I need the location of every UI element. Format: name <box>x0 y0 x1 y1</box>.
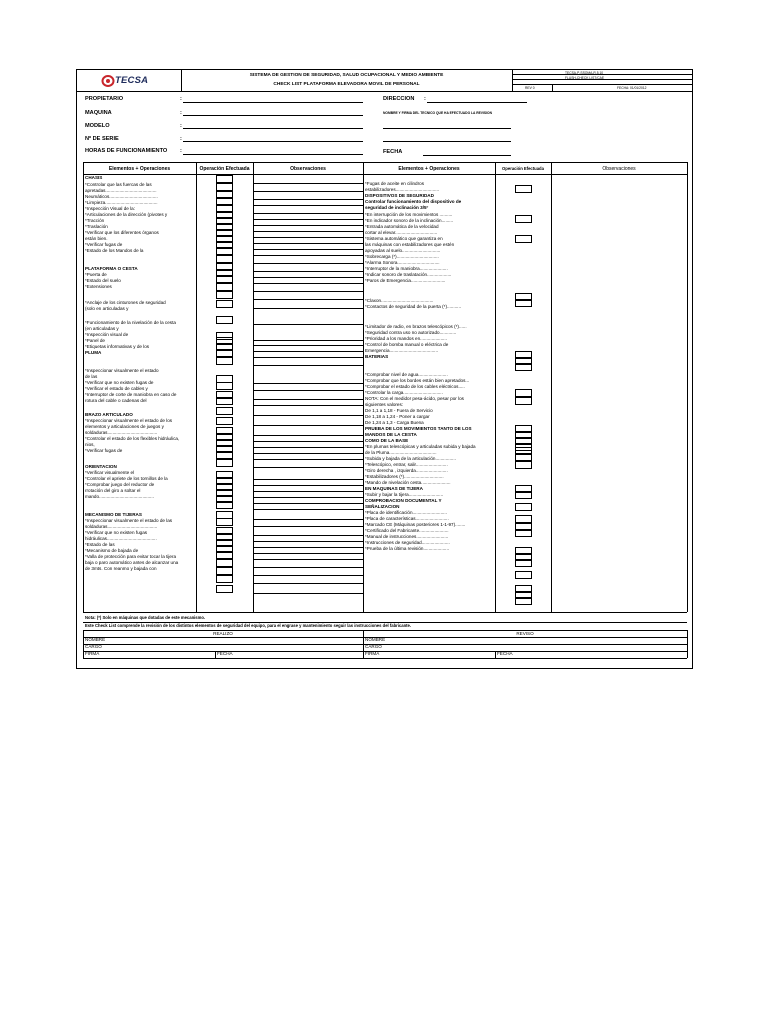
left-obs-line[interactable] <box>253 415 363 416</box>
right-item-51: *Certificado del Fabricante....................... <box>365 528 449 533</box>
right-check-box[interactable] <box>515 491 532 499</box>
left-check-box[interactable] <box>216 559 233 567</box>
left-check-box[interactable] <box>216 183 233 191</box>
left-item-29: *Interruptor de corte de maniobra en caso de <box>85 392 177 397</box>
colon-2: : <box>180 110 182 116</box>
right-check-box[interactable] <box>515 529 532 537</box>
header-code-2: FLUSH-CHECK LIST/CAE <box>565 76 605 80</box>
left-item-8: *Traslación <box>85 224 108 229</box>
left-operacion-checks <box>196 175 253 612</box>
header-title-1: SISTEMA DE GESTION DE SEGURIDAD, SALUD OCUPACIONAL Y MEDIO AMBIENTE <box>249 73 444 78</box>
right-item-53: *Instrucciones de seguridad...................... <box>365 540 450 545</box>
left-item-17: *Anclaje de los cinturones de seguridad <box>85 300 166 305</box>
left-obs-line[interactable] <box>253 583 363 584</box>
left-item-25: *Inspeccionar visualmente el estado <box>85 368 159 373</box>
left-obs-line[interactable] <box>253 271 363 272</box>
left-item-40: *Controlar el apriete de los tornillos de la <box>85 476 168 481</box>
right-item-31: De 1,1 a 1,18 - Fuera de Servicio <box>365 408 433 413</box>
header-code-divider3 <box>512 84 692 85</box>
left-obs-line[interactable] <box>253 435 363 436</box>
right-item-10: las máquinas con estabilizadores que estén <box>365 242 455 247</box>
propietario-field[interactable] <box>183 102 363 103</box>
right-check-box[interactable] <box>515 235 532 243</box>
right-item-1: estabilizadores.................................. <box>365 187 440 192</box>
left-obs-line[interactable] <box>253 231 363 232</box>
left-item-32: *Inspeccionar visualmente el estado de los <box>85 418 173 423</box>
header-rev: REV 0 <box>525 86 535 90</box>
left-item-34: soldaduras....................................... <box>85 430 158 435</box>
left-obs-line[interactable] <box>253 509 363 510</box>
label-fecha: FECHA <box>383 149 403 155</box>
left-obs-line[interactable] <box>253 485 363 486</box>
right-check-box[interactable] <box>515 215 532 223</box>
left-item-3: Neumáticos...................................... <box>85 194 158 199</box>
label-horas: HORAS DE FUNCIONAMIENTO <box>85 148 168 154</box>
left-obs-line[interactable] <box>253 345 363 346</box>
left-item-36: nios, <box>85 442 95 447</box>
left-obs-line[interactable] <box>253 383 363 384</box>
left-item-11: *Verificar fugas de <box>85 242 123 247</box>
left-item-50: *Mecanismo de bajada de <box>85 548 139 553</box>
left-check-box[interactable] <box>216 459 233 467</box>
left-item-5: *Inspección Visual de la: <box>85 206 135 211</box>
right-item-39: *Subida y bajada de la articulación................ <box>365 456 456 461</box>
sig-bottom <box>83 658 687 659</box>
left-check-box[interactable] <box>216 567 233 575</box>
left-obs-line[interactable] <box>253 249 363 250</box>
left-obs-line[interactable] <box>253 299 363 300</box>
left-check-box[interactable] <box>216 501 233 509</box>
right-operacion-checks <box>495 175 551 612</box>
left-item-26: de las <box>85 374 98 379</box>
left-item-43: mando........................................... <box>85 494 154 499</box>
label-modelo: MODELO <box>85 123 110 129</box>
col-line-6 <box>687 162 688 612</box>
left-obs-line[interactable] <box>253 553 363 554</box>
colon-3: : <box>180 123 182 129</box>
left-item-9: *Verificar que los diferentes órganos <box>85 230 159 235</box>
right-check-box[interactable] <box>515 559 532 567</box>
right-item-54: *Prueba de la última revisión.................... <box>365 546 449 551</box>
right-check-box[interactable] <box>515 299 532 307</box>
left-check-box[interactable] <box>216 300 233 308</box>
left-obs-line[interactable] <box>253 291 363 292</box>
right-item-7: *Entrada automática de la velocidad <box>365 224 439 229</box>
label-direccion: DIRECCION <box>383 96 415 102</box>
left-item-46: soldaduras....................................... <box>85 524 158 529</box>
left-obs-line[interactable] <box>253 441 363 442</box>
left-item-48: hidráulicas....................................... <box>85 536 157 541</box>
right-item-37: *En plumas telescópicas y articuladas subida y bajada <box>365 444 476 449</box>
left-item-21: *Inspección visual de <box>85 332 129 337</box>
left-obs-line[interactable] <box>253 277 363 278</box>
left-obs-line[interactable] <box>253 535 363 536</box>
header-divider-rev <box>552 84 553 91</box>
left-item-12: *Estado de los Mandos de la <box>85 248 144 253</box>
left-obs-line[interactable] <box>253 447 363 448</box>
left-obs-line[interactable] <box>253 340 363 341</box>
left-obs-line[interactable] <box>253 255 363 256</box>
right-check-box[interactable] <box>515 363 532 371</box>
left-obs-line[interactable] <box>253 479 363 480</box>
right-item-12: *Sobrecarga (*)................................. <box>365 254 439 259</box>
col-head-elementos-right: Elementos + Operaciones <box>398 166 460 172</box>
right-check-box[interactable] <box>515 571 532 579</box>
left-check-box[interactable] <box>216 197 233 205</box>
left-check-box[interactable] <box>216 291 233 299</box>
left-item-44: MECANISMO DE TIJERAS <box>85 512 142 517</box>
right-check-box[interactable] <box>515 503 532 511</box>
right-item-34: PRUEBA DE LOS MOVIMIENTOS TANTO DE LOS <box>365 426 472 431</box>
left-item-47: *Verificar que no existen fugas <box>85 530 148 535</box>
colon-1: : <box>180 96 182 102</box>
left-obs-line[interactable] <box>253 213 363 214</box>
right-item-11: apoyadas al suelo.............................. <box>365 248 441 253</box>
right-item-9: *Sistema automático que garantiza en <box>365 236 443 241</box>
left-item-23: *Etiquetas informativas y de los <box>85 344 150 349</box>
sig-firma-left[interactable]: FIRMA <box>85 651 100 656</box>
left-check-box[interactable] <box>216 316 233 324</box>
left-item-20: (en articuladas y <box>85 326 119 331</box>
left-item-1: *Controlar que las fuercas de las <box>85 182 152 187</box>
left-item-35: *Controlar el estado de los flexibles hidráulica, <box>85 436 180 441</box>
left-check-box[interactable] <box>216 275 233 283</box>
right-item-19: *Limitador de radio, en brazos telescópicos (*)...... <box>365 324 467 329</box>
right-item-44: EN MAQUINAS DE TIJERA <box>365 486 423 491</box>
right-observaciones <box>551 175 687 612</box>
right-item-4: seguridad de inclinación 3/5° <box>365 205 429 210</box>
right-item-13: *Alarma Sonora................................. <box>365 260 440 265</box>
right-check-box[interactable] <box>515 397 532 405</box>
label-nombre-tecnico: NOMBRE Y FIRMA DEL TECNICO QUE HA EFECTUADO LA REVISION <box>383 111 492 115</box>
right-item-21: *Prioridad a los mandos en..................... <box>365 336 447 341</box>
left-check-box[interactable] <box>216 349 233 357</box>
colon-4: : <box>180 136 182 142</box>
left-check-box[interactable] <box>216 357 233 365</box>
sig-cargo-left[interactable]: CARGO <box>85 644 102 649</box>
right-item-46: COMPROBACION DOCUMENTAL Y <box>365 498 442 503</box>
left-item-7: *Tracción <box>85 218 105 223</box>
left-obs-line[interactable] <box>253 453 363 454</box>
left-obs-line[interactable] <box>253 365 363 366</box>
right-item-6: *En indicador sonoro de la inclinación......... <box>365 218 454 223</box>
left-item-28: *Verificar el estado de cables y <box>85 386 148 391</box>
tecnico-field-1[interactable] <box>383 128 511 129</box>
header-title-2: CHECK LIST PLATAFORMA ELEVADORA MOVIL DE PERSONAL <box>273 82 420 87</box>
note-2: Este Check List comprende la revisión de los distintos elementos de seguridad del equipo, para el engrase y mantenimiento seguir las instrucciones del fabricante. <box>85 623 412 628</box>
col-line-3 <box>363 162 364 612</box>
company-logo <box>101 74 161 88</box>
left-item-37: *Verificar fugas de <box>85 448 123 453</box>
note-1: Nota: (*) Solo en máquinas que dotadas de este mecanismo. <box>85 615 206 620</box>
left-item-16: *Extensiones <box>85 284 112 289</box>
left-item-52: baja o paro automático antes de alcanzar una <box>85 560 179 565</box>
sig-cargo-right[interactable]: CARGO <box>365 644 382 649</box>
left-obs-line[interactable] <box>253 263 363 264</box>
left-obs-line[interactable] <box>253 237 363 238</box>
right-item-30: siguientes valores: <box>365 402 404 407</box>
left-obs-line[interactable] <box>253 357 363 358</box>
right-item-48: *Placa de identificación........................... <box>365 510 447 515</box>
sig-line-3 <box>83 651 687 652</box>
left-obs-line[interactable] <box>253 191 363 192</box>
header-fecha-doc: FECHA: 01/01/2012 <box>617 86 647 90</box>
right-item-18: *Contactos de seguridad de la puerta (*)........... <box>365 304 462 309</box>
left-item-51: *Valla de protección para evitar tocar la tijera <box>85 554 177 559</box>
left-obs-line[interactable] <box>253 547 363 548</box>
label-serie: Nº DE SERIE <box>85 136 119 142</box>
left-item-0: CHASIS <box>85 175 103 180</box>
right-check-box[interactable] <box>515 461 532 469</box>
left-obs-line[interactable] <box>253 243 363 244</box>
left-item-10: están bien. <box>85 236 108 241</box>
left-item-33: elementos y articulaciones de juegos y <box>85 424 164 429</box>
left-item-42: rrotación del giro a soltar el <box>85 488 141 493</box>
left-obs-line[interactable] <box>253 497 363 498</box>
left-obs-line[interactable] <box>253 459 363 460</box>
left-obs-line[interactable] <box>253 205 363 206</box>
left-check-box[interactable] <box>216 585 233 593</box>
left-item-45: *Inspeccionar visualmente el estado de las <box>85 518 173 523</box>
sig-reviso: REVISO <box>516 631 534 636</box>
right-item-17: *Claxon......................................... <box>365 298 434 303</box>
maquina-field[interactable] <box>183 115 363 116</box>
left-obs-line[interactable] <box>253 219 363 220</box>
colon-direccion: : <box>424 96 426 102</box>
sig-nombre-right[interactable]: NOMBRE <box>365 637 386 642</box>
right-item-2: DISPOSITIVOS DE SEGURIDAD <box>365 193 434 198</box>
left-check-box[interactable] <box>216 283 233 291</box>
left-check-box[interactable] <box>216 247 233 255</box>
left-item-4: *Limpieza......................................... <box>85 200 158 205</box>
horas-field[interactable] <box>183 154 363 155</box>
left-check-box[interactable] <box>216 451 233 459</box>
col-head-operacion-right: Operación Efectuada <box>502 166 544 171</box>
table-bottom <box>83 612 687 613</box>
left-obs-line[interactable] <box>253 390 363 391</box>
right-check-box[interactable] <box>515 515 532 523</box>
right-item-52: *Manual de instrucciones......................... <box>365 534 449 539</box>
left-obs-line[interactable] <box>253 351 363 352</box>
left-check-box[interactable] <box>216 255 233 263</box>
left-obs-line[interactable] <box>253 425 363 426</box>
left-obs-line[interactable] <box>253 225 363 226</box>
left-obs-line[interactable] <box>253 559 363 560</box>
col-head-operacion-left: Operación Efectuada <box>199 166 250 172</box>
right-item-8: cortar al elevar................................. <box>365 230 438 235</box>
left-obs-line[interactable] <box>253 399 363 400</box>
left-obs-line[interactable] <box>253 541 363 542</box>
right-item-0: *Fugas de aceite en cilindros <box>365 181 424 186</box>
left-obs-line[interactable] <box>253 519 363 520</box>
right-item-16: *Paros de Emergencia........................... <box>365 278 446 283</box>
label-maquina: MAQUINA <box>85 110 112 116</box>
sig-fecha-right[interactable]: FECHA <box>497 651 513 656</box>
right-check-box[interactable] <box>515 389 532 397</box>
sig-firma-right[interactable]: FIRMA <box>365 651 380 656</box>
right-check-box[interactable] <box>515 597 532 605</box>
left-item-24: PLUMA <box>85 350 102 355</box>
left-item-31: BRAZO ARTICULADO <box>85 412 133 417</box>
left-item-27: *Verificar que no existen fugas de <box>85 380 154 385</box>
sig-nombre-left[interactable]: NOMBRE <box>85 637 106 642</box>
left-obs-line[interactable] <box>253 283 363 284</box>
left-item-30: rotura del cable o cadenas del <box>85 398 147 403</box>
label-propietario: PROPIETARIO <box>85 96 124 102</box>
table-top <box>83 162 687 163</box>
col-head-observaciones-left: Observaciones <box>290 166 326 172</box>
logo-text: TECSA <box>115 75 149 86</box>
left-obs-line[interactable] <box>253 405 363 406</box>
right-item-32: De 1,18 a 1,24 - Poner a cargar <box>365 414 430 419</box>
left-obs-line[interactable] <box>253 567 363 568</box>
right-item-28: *Controlar la carga............................... <box>365 390 443 395</box>
right-item-45: *Subir y bajar la tijera........................... <box>365 492 444 497</box>
right-item-38: de la Pluma..................................... <box>365 450 437 455</box>
left-obs-line[interactable] <box>253 575 363 576</box>
left-item-6: *Articulaciones de la dirección (pivotes y <box>85 212 168 217</box>
left-obs-line[interactable] <box>253 491 363 492</box>
right-item-49: *Placa de características.......................... <box>365 516 449 521</box>
fecha-field[interactable] <box>423 155 511 156</box>
right-item-50: *Marcado CE (Máquinas posteriores 1-1-97)........ <box>365 522 466 527</box>
serie-field[interactable] <box>183 141 363 142</box>
right-item-20: *Seguridad contra uso no autorizado............. <box>365 330 457 335</box>
right-item-35: MANDOS DE LA CESTA <box>365 432 417 437</box>
left-obs-line[interactable] <box>253 183 363 184</box>
modelo-field[interactable] <box>183 128 363 129</box>
left-check-box[interactable] <box>216 417 233 425</box>
sig-col-fecha-right <box>495 651 496 658</box>
right-item-14: *Interruptor de la maniobra...................... <box>365 266 448 271</box>
left-obs-line[interactable] <box>253 503 363 504</box>
left-observaciones <box>253 175 363 612</box>
sig-col-end <box>687 630 688 658</box>
left-obs-line[interactable] <box>253 526 363 527</box>
right-item-41: *Giro derecha , izquierda......................... <box>365 468 448 473</box>
right-item-3: Controlar funcionamiento del dispositivo de <box>365 199 462 204</box>
left-check-box[interactable] <box>216 575 233 583</box>
colon-5: : <box>180 148 182 154</box>
right-item-22: *Control de bomba manual o eléctrica de <box>365 342 449 347</box>
direccion-field[interactable] <box>427 102 527 103</box>
right-item-33: De 1,24 a 1,3 - Carga Buena <box>365 420 424 425</box>
sig-fecha-left[interactable]: FECHA <box>217 651 233 656</box>
header-divider <box>77 91 692 92</box>
left-item-15: *Estado del suelo <box>85 278 121 283</box>
right-check-box[interactable] <box>515 453 532 461</box>
tecnico-field-2[interactable] <box>383 141 511 142</box>
right-check-box[interactable] <box>515 185 532 193</box>
col-head-elementos-left: Elementos + Operaciones <box>108 166 171 172</box>
left-item-49: *Estado de las <box>85 542 115 547</box>
sig-line-2 <box>83 644 687 645</box>
left-check-box[interactable] <box>216 518 233 526</box>
right-item-40: *Telescópico, entrar, salir......................... <box>365 462 448 467</box>
right-item-27: *Comprobar el estado de los cables eléctricos..... <box>365 384 465 389</box>
right-item-36: COMO DE LA BASE <box>365 438 409 443</box>
right-item-42: *Estabilizadores (*)............................... <box>365 474 444 479</box>
right-item-47: SEÑALIZACION <box>365 504 400 509</box>
left-check-box[interactable] <box>216 382 233 390</box>
sig-col-fecha-left <box>215 651 216 658</box>
left-check-box[interactable] <box>216 551 233 559</box>
left-check-box[interactable] <box>216 407 233 415</box>
left-item-18: (solo en articuladas y <box>85 306 129 311</box>
right-item-23: Emergencia...................................... <box>365 348 439 353</box>
right-item-26: *Comprobar que los bordes están bien apretados... <box>365 378 470 383</box>
left-obs-line[interactable] <box>253 467 363 468</box>
left-item-53: de 3mts. Con reanmo y bajada con <box>85 566 157 571</box>
left-item-22: *Panel de <box>85 338 105 343</box>
left-item-19: *Funcionamiento de la nivelación de la cesta <box>85 320 176 325</box>
col-head-observaciones-right: Observaciones <box>602 166 636 172</box>
left-item-38: ORIENTACION <box>85 464 117 469</box>
left-obs-line[interactable] <box>253 324 363 325</box>
left-item-13: PLATAFORMA O CESTA <box>85 266 138 271</box>
right-item-24: BATERIAS <box>365 354 389 359</box>
checklist-sheet <box>76 69 693 669</box>
col-line-0 <box>83 162 84 612</box>
left-obs-line[interactable] <box>253 199 363 200</box>
left-check-box[interactable] <box>216 175 233 183</box>
left-item-39: *Verificar visualmente el <box>85 470 135 475</box>
header-code-1: TECSA-P-SSOMA-R.5.10 <box>565 71 604 75</box>
left-obs-line[interactable] <box>253 308 363 309</box>
right-item-43: *Mando de nivelación cesta....................... <box>365 480 451 485</box>
sig-realizo: REALIZO <box>213 631 233 636</box>
right-item-15: *Indicar sonoro de traslatación................... <box>365 272 452 277</box>
left-check-box[interactable] <box>216 397 233 405</box>
left-item-2: apretadas........................................ <box>85 188 157 193</box>
left-item-14: *Puerta de <box>85 272 107 277</box>
right-item-25: *Comprobar nivel de agua....................... <box>365 372 448 377</box>
right-item-29: NOTA: Con el medidor pesa-ácido, pesar por los <box>365 396 464 401</box>
left-obs-line[interactable] <box>253 593 363 594</box>
left-item-41: *Comprobar juego del reductor de <box>85 482 155 487</box>
right-item-5: *En interrupción de los movimientos .......... <box>365 212 453 217</box>
